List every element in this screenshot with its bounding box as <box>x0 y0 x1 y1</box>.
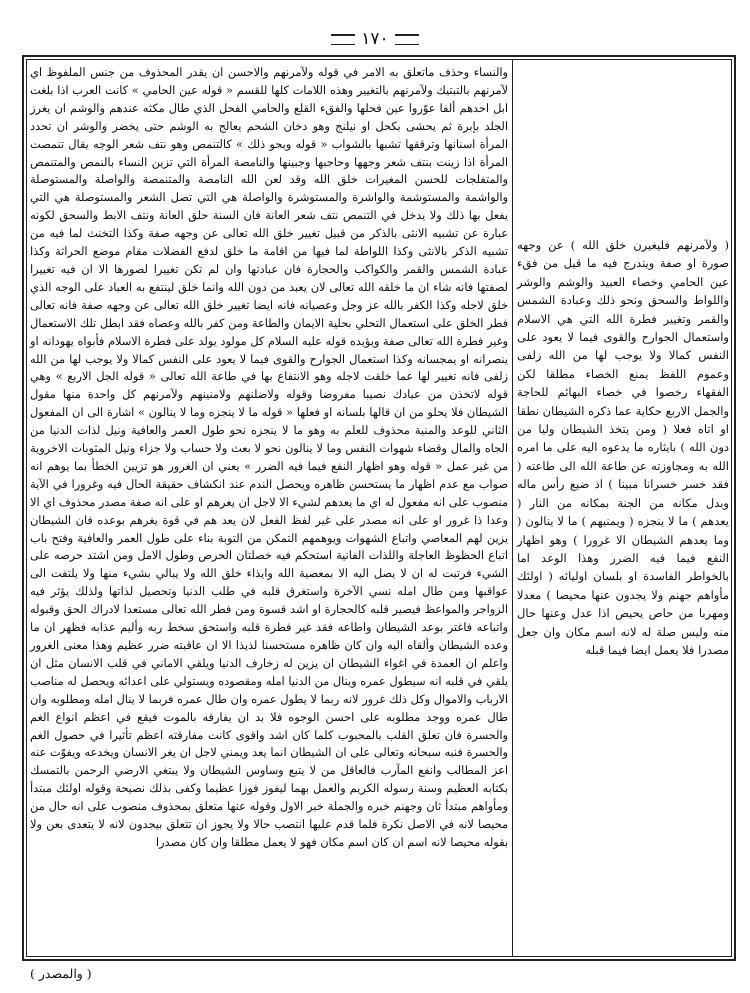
margin-paragraph: ( ولآمرنهم فليغيرن خلق الله ) عن وجهه صورة او صفة ويندرج فيه ما قيل من فقء عين الحامي وخصاء العبيد والوشم والوشر واللواط والسحق ونحو ذلك وعبادة الشمس والقمر وتغيير فطرة الله التي هي الاسلام واستعمال الجوارح والقوى فيما لا يعود على النفس كمالا ولا يوجب لها من الله زلفى وعموم اللفظ يمنع الخصاء مطلقا لكن الفقهاء رخصوا في خصاء البهائم للحاجة والجمل الاربع حكاية عما ذكره الشيطان نطقا او اتاه فعلا ( ومن يتخذ الشيطان وليا من دون الله ) بايثاره ما يدعوه اليه على ما امره الله به ومجاوزته عن طاعة الله الى طاعته ( فقد خسر خسرانا مبينا ) اذ ضيع رأس ماله وبدل مكانه من الجنة بمكانه من النار ( يعدهم ) ما لا ينجزه ( ويمنيهم ) ما لا ينالون ( وما يعدهم الشيطان الا غرورا ) وهو اظهار النفع فيما فيه الضرر وهذا الوعد اما بالخواطر الفاسدة او بلسان اوليائه ( اولئك مأواهم جهنم ولا يجدون عنها محيصا ) معدلا ومهربا من حاص يحيص اذا عدل وعنها حال منه وليس صلة له لانه اسم مكان وان جعل مصدرا فلا يعمل ايضا فيما قبله <box>517 238 729 657</box>
margin-text-block <box>517 236 729 657</box>
header-ornament-left <box>331 34 355 45</box>
page-header <box>0 30 750 48</box>
page-number: ١٧٠ <box>361 29 389 49</box>
header-ornament-right <box>395 34 419 45</box>
catchword: ( والمصدر ) <box>30 966 92 981</box>
column-divider <box>512 59 513 957</box>
commentary-paragraph: والنساء وحذف ماتعلق به الامر في قوله ولآمرنهم والاحسن ان يقدر المحذوف من جنس الملفوظ اي لآمرنهم بالتبتيك ولآمرنهم بالتغيير وهذه اللامات كلها للقسم « قوله عين الحامي » كانت العرب اذا بلغت ابل احدهم ألفا عوّروا عين فحلها والفقء القلع والحامي الفحل الذي طال مكثه عندهم والوشم ان يغرز الجلد بإبرة ثم يحشى بكحل او نيلنج وهو دخان الشحم يعالج به الوشم حتى يخضر والوشر ان تحدد المرأة اسنانها وترققها تشبها بالشواب « قوله وبحو ذلك » كالتنمص وهو نتف شعر الوجه يقال تنمصت المرأة اذا زينت بنتف شعر وجهها وحاجبها وجبينها والنامصة المرأة التي تزين النساء بالنمص والمتنمص والمتفلجات للحسن المغيرات خلق الله وقد لعن الله النامصة والمتنمصة والواصلة والمستوصلة والواشمة والمستوشمة والواشرة والمستوشرة والواصلة هي التي تصل الشعر والمستوصلة هي التي يفعل بها ذلك ولا يدخل في التنمص نتف شعر العانة فان السنة حلق العانة ونتف الابط والسحق لكونه عبارة عن تشبيه الانثى بالذكر من قبيل تغيير خلق الله تعالى عن وجهه صفة وكذا التخنث لما فيه من تشبيه الذكر بالانثى وكذا اللواطة لما فيها من اقامة ما خلق لدفع الفضلات مقام موضع الحراثة وكذا عبادة الشمس والقمر والكواكب والحجارة فان عبادتها وان لم تكن تغييرا لصورها الا ان فيه تغييرا لصفتها فانه شاء ان ما خلقه الله تعالى لان يعبد من دون الله وانما خلق لينتفع به العباد على الوجه الذي خلق لاجله وكذا الكفر بالله عز وجل وعصيانه فانه ايضا تغيير خلق الله تعالى عن وجهه صفة فانه تعالى فطر الخلق على استعمال التحلي بحلية الايمان والطاعة ومن كفر بالله وعصاه فقد ابطل تلك الاستعمال وغير فطرة الله تعالى صفة ويؤيده قوله عليه السلام كل مولود يولد على فطرة الاسلام فأبواه يهودانه او ينصرانه او يمجسانه وكذا استعمال الجوارح والقوى فيما لا يعود على النفس كمالا ولا يوجب لها من الله زلفى فانه تغيير لها عما خلقت لاجله وهو الانتفاع بها في طاعة الله تعالى « قوله الجل الاربع » وهي قوله لاتخذن من عبادك نصيبا مفروضا وقوله ولاضلنهم ولامنينهم ولآمرنهم كل واحدة منها مقول الشيطان فلا يحلو من ان قالها بلسانه او فعلها « قوله ما لا ينجزه وما لا ينالون » اشارة الى ان المفعول الثاني للوعد والمنية محذوف للعلم به وهو ما لا ينجزه نحو طول العمر والعافية ونيل لذات الدنيا من الجاه والمال وقضاء شهوات النفس وما لا ينالون نحو لا بعث ولا حساب ولا جزاء ونيل المثوبات الاخروية من غير عمل « قوله وهو اظهار النفع فيما فيه الضرر » يعني ان الغرور هو تزيين الخطأ بما يوهم انه صواب مع عدم اظهار ما يستحسن ظاهره ويحصل الندم عند انكشاف حقيقة الحال فيه وغرورا في الآية منصوب على انه مفعول له اي ما يعدهم لشيء الا لاجل ان يغرهم او على انه صفة مصدر محذوف اي الا وعدا ذا غرور او على انه مصدر على غير لفظ الفعل لان يعد هم في قوة يغرهم بوعده فان الشيطان يزين لهم المعاصي واتباع الشهوات ويوهمهم التمكن من التوبة بناء على طول العمر والعافية وفتح باب اتباع الحظوظ العاجلة واللذات الفانية استحكم فيه خصلتان الحرص وطول الامل ومن اشتد حرصه على الشيء فرتبت له ان لا يصل اليه الا بمعصية الله وايذاء خلق الله ولا يبالي بشيء منها ولا يلتفت الى عواقبها ومن طال امله نسي الآخرة واستغرق قلبه في طلب الدنيا وتحصيل لذاتها ولذلك يؤثر فيه الزواجر والمواعظ فيصير قلبه كالحجارة او اشد قسوة ومن فطر الله تعالى مستعدا لادراك الحق وقبوله واتباعه فاغتر بوعد الشيطان واطاعه فقد غير فطرة قلبه واستحق سخط ربه وأليم عذابه فظهر ان ما وعده الشيطان وألقاه اليه وان كان ظاهره مستحسنا لذيذا الا ان عاقبته ضرر عظيم وهذا معنى الغرور واعلم ان العمدة في اغواء الشيطان ان يزين له زخارف الدنيا ويلقي الاماني في قلب الانسان مثل ان يلقي في قلبه انه سيطول عمره وينال من الدنيا امله ومقصوده ويستولي على اعدائه ويحصل له مناصب الارباب والاموال وكل ذلك غرور لانه ربما لا يطول عمره وان طال عمره فربما لا ينال امله ومطلوبه وان طال عمره ووجد مطلوبه على احسن الوجوه فلا بد ان يفارقه بالموت فيقع في اعظم انواع الغم والحسرة فان تعلق القلب بالمحبوب كلما كان اشد واقوى كانت مفارقته اعظم تأثيرا في حصول الغم والحسرة فنبه سبحانه وتعالى على ان الشيطان انما يعد ويمني لاجل ان يغر الانسان ويخدعه ويفوّت عنه اعز المطالب وانفع المآرب فالعاقل من لا يتبع وساوس الشيطان ولا يبتغي الارضي الرحمن بالتمسك بكتابه العظيم وسنة رسوله الكريم والعمل بهما ليفوز فوزا عظيما وكفى بذلك نصيحة وقوله اولئك مبتدأ ومأواهم مبتدأ ثان وجهنم خبره والجملة خبر الاول وقوله عنها متعلق بمحذوف منصوب على انه حال من محيصا لانه في الاصل نكرة فلما قدم عليها انتصب حالا ولا يجوز ان تتعلق بيجدون لانه لا يتعدى بعن ولا بقوله محيصا لانه اسم ان كان اسم مكان فهو لا يعمل مطلقا وان كان مصدرا <box>30 66 508 849</box>
commentary-text-block <box>30 64 508 952</box>
